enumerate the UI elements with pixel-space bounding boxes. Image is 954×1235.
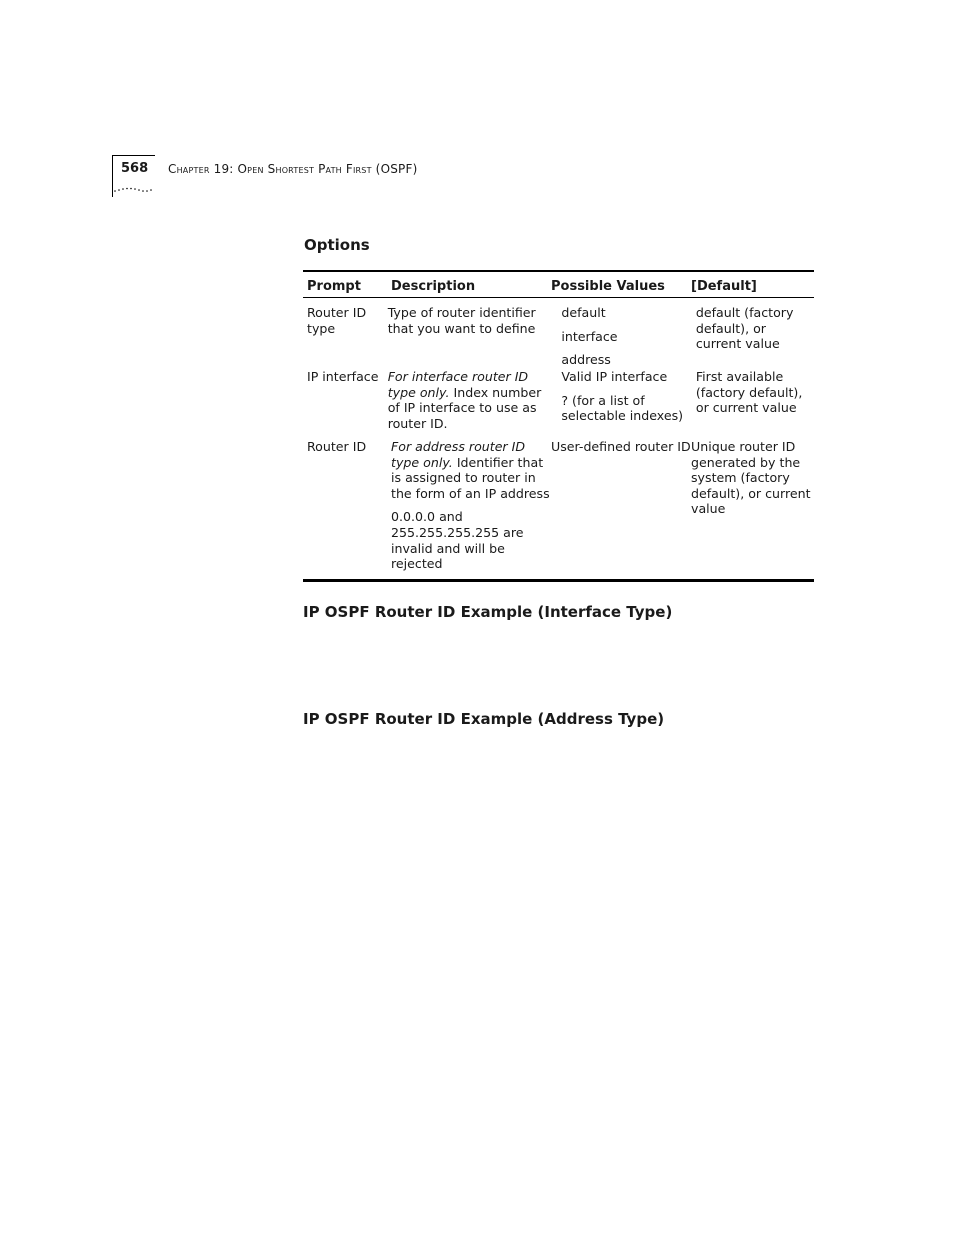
cell-possible-values — [541, 305, 695, 369]
section-heading-interface-example: IP OSPF Router ID Example (Interface Type) — [303, 603, 673, 621]
cell-description — [388, 369, 542, 439]
cell-description: Type of router identifier that you want to define — [387, 305, 536, 336]
description-text: Index number of IP interface to use as router ID. — [387, 384, 542, 431]
description-note: 0.0.0.0 and 255.255.255.255 are invalid and will be rejected — [391, 509, 524, 572]
description-paragraph — [391, 439, 551, 501]
section-heading-options: Options — [304, 236, 370, 254]
cell-prompt: IP interface — [307, 369, 379, 384]
cell-default: First available (factory default), or current value — [695, 369, 803, 416]
table-row — [303, 369, 814, 439]
description-italic: For interface router ID type only. — [387, 369, 529, 400]
table-bottom-rule — [303, 579, 814, 582]
header-possible-values: Possible Values — [551, 278, 665, 294]
chapter-title: Chapter 19: Open Shortest Path First (OSPF) — [168, 162, 418, 176]
cell-prompt: Router ID type — [307, 305, 367, 336]
cell-prompt: Router ID — [307, 439, 367, 454]
value-item: default — [561, 305, 606, 320]
header-default: [Default] — [691, 278, 757, 294]
cell-possible-values — [551, 439, 691, 577]
header-prompt: Prompt — [307, 278, 361, 294]
cell-description — [391, 439, 551, 577]
section-heading-address-example: IP OSPF Router ID Example (Address Type) — [303, 710, 665, 728]
value-item: ? (for a list of selectable indexes) — [561, 392, 684, 424]
table-row — [303, 298, 814, 369]
description-text: Identifier that is assigned to router in the form of an IP address — [391, 454, 550, 501]
cell-default: Unique router ID generated by the system (factory default), or current value — [691, 439, 811, 517]
value-item: User-defined router ID — [551, 439, 691, 454]
value-item: Valid IP interface — [561, 369, 668, 384]
options-table — [303, 270, 814, 582]
header-dots-decoration — [113, 185, 155, 193]
table-header-row — [303, 272, 814, 297]
page-number: 568 — [121, 161, 149, 176]
header-description: Description — [391, 278, 476, 294]
cell-default: default (factory default), or current value — [695, 305, 794, 352]
description-italic: For address router ID type only. — [391, 439, 526, 470]
value-item: address — [561, 352, 611, 368]
value-item: interface — [561, 328, 618, 344]
header-horizontal-rule — [112, 155, 155, 156]
table-row — [303, 439, 814, 577]
cell-possible-values — [541, 369, 695, 439]
